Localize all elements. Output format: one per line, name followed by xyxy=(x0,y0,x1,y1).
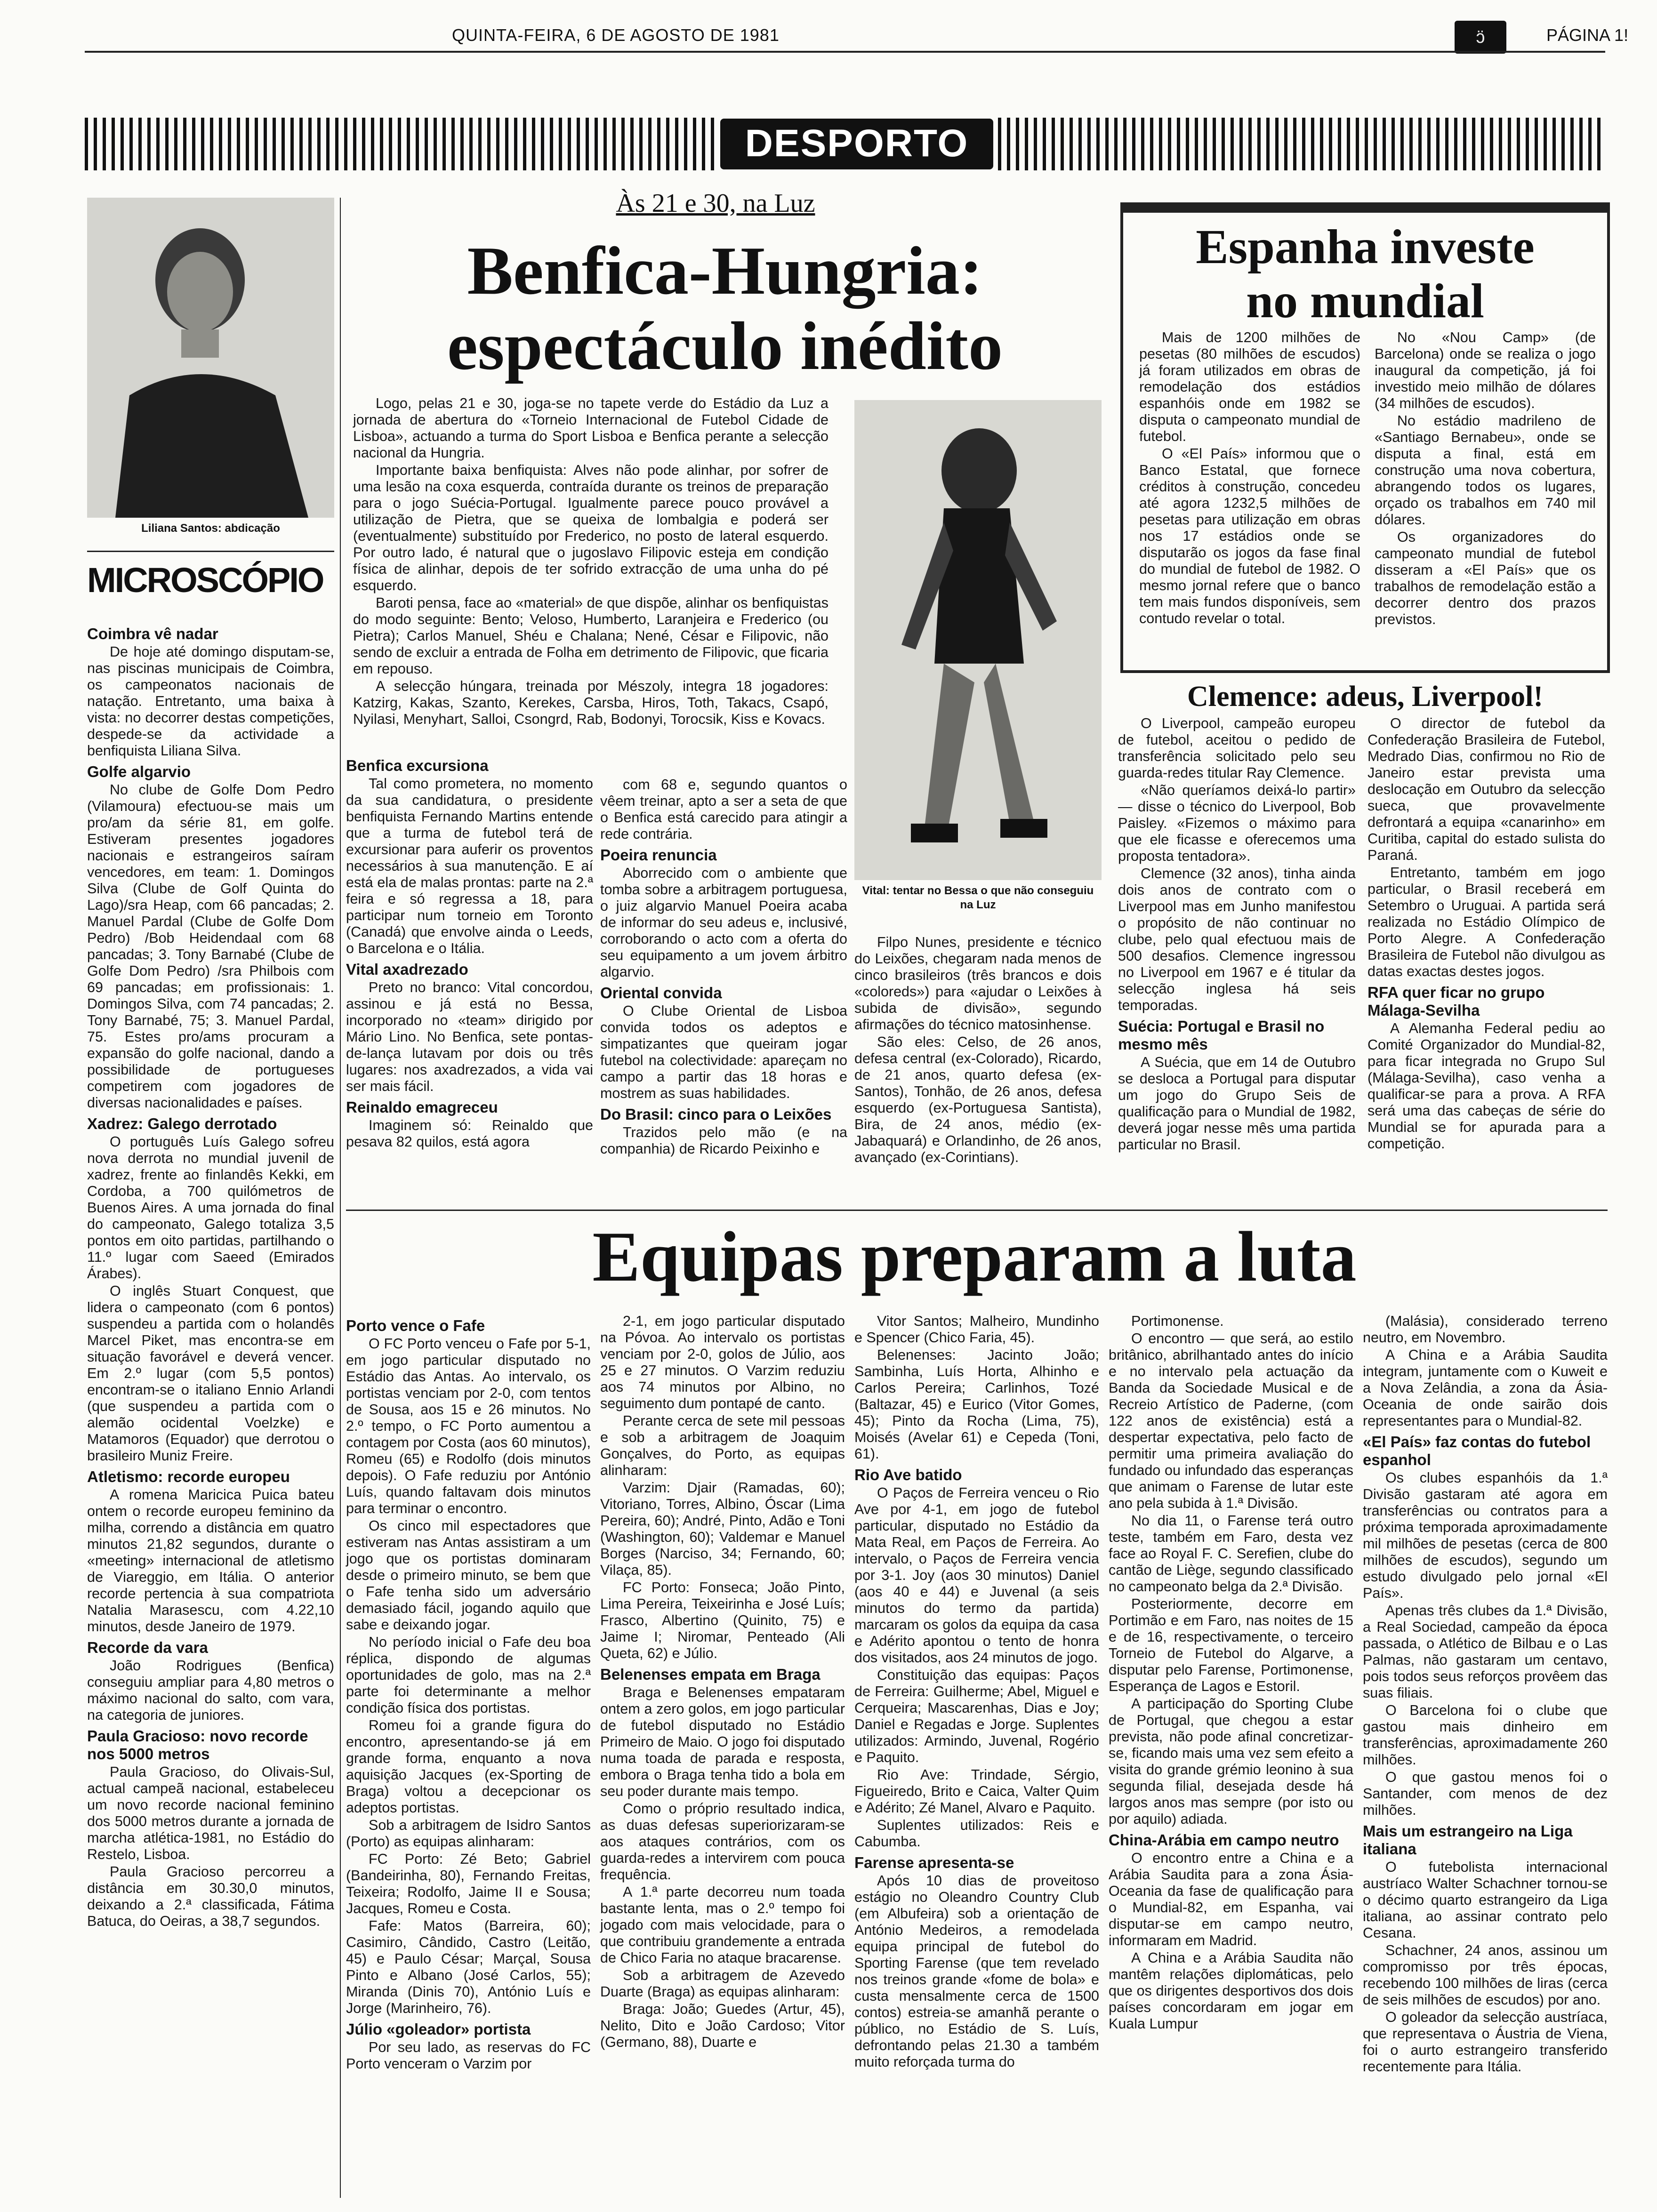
subheading: Vital axadrezado xyxy=(346,961,468,978)
paragraph: A Suécia, que em 14 de Outubro se desloca a Portugal para disputar um jogo do Grupo Seis de qualificação para o Mundial de 1982, deverá jogar nesse mês uma partida particular no Brasil. xyxy=(1118,1054,1356,1153)
subheading: Júlio «goleador» portista xyxy=(346,2020,531,2038)
paragraph: Por seu lado, as reservas do FC Porto venceram o Varzim por xyxy=(346,2039,591,2072)
paragraph: Filpo Nunes, presidente e técnico do Leixões, chegaram nada menos de cinco brasileiros (três brancos e dois «coloreds») para «ajudar o Leixões à subida de divisão», segundo afirmações do técnico matosinhense. xyxy=(854,934,1102,1033)
subheading: China-Arábia em campo neutro xyxy=(1109,1831,1339,1849)
paragraph: Rio Ave: Trindade, Sérgio, Figueiredo, Brito e Caica, Valter Quim e Adérito; Zé Manel, Alvaro e Paquito. xyxy=(854,1767,1099,1816)
espanha-headline-2: no mundial xyxy=(1246,274,1484,328)
subheading: «El País» faz contas do futebol espanhol xyxy=(1363,1433,1591,1468)
section-title: DESPORTO xyxy=(745,122,969,165)
clemence-col-2 xyxy=(1367,715,1605,1153)
paragraph: Logo, pelas 21 e 30, joga-se no tapete verde do Estádio da Luz a jornada de abertura do «Torneio Internacional de Futebol Cidade de Lisboa», actuando a turma do Sport Lisboa e Benfica perante a selecção nacional da Hungria. xyxy=(353,395,828,461)
paragraph: O FC Porto venceu o Fafe por 5-1, em jogo particular disputado no Estádio das Antas. Ao intervalo, os portistas venciam por 2-0, com tentos de Sousa, aos 15 e 26 minutos. No 2.º tempo, o FC Porto aumentou a contagem por Costa (aos 60 minutos), Romeu (65) e Rodolfo (dois minutos depois). O Fafe reduziu por António Luís, quando faltavam dois minutos para terminar o encontro. xyxy=(346,1336,591,1516)
paragraph: Braga e Belenenses empataram ontem a zero golos, em jogo particular de futebol disputado no Estádio Primeiro de Maio. O jogo foi disputado numa toada de parada e resposta, embora o Braga tenha tido a bola em seu poder durante mais tempo. xyxy=(600,1684,845,1799)
paragraph: A China e a Arábia Saudita integram, juntamente com o Kuweit e a Nova Zelândia, a zona da Ásia-Oceania de onde sairão dois representantes para o Mundial-82. xyxy=(1363,1347,1608,1429)
equipas-col-2 xyxy=(600,1313,845,2052)
subheading: Do Brasil: cinco para o Leixões xyxy=(600,1106,832,1123)
equipas-col-1 xyxy=(346,1313,591,2073)
paragraph: O Liverpool, campeão europeu de futebol, aceitou o pedido de transferência solicitado pelo seu guarda-redes titular Ray Clemence. xyxy=(1118,715,1356,781)
paragraph: Os cinco mil espectadores que estiveram nas Antas assistiram a um jogo que os portistas dominaram desde o primeiro minuto, se bem que o Fafe tenha sido um adversário demasiado fácil, jogando aquilo que sabe e deixando jogar. xyxy=(346,1518,591,1633)
paragraph: O director de futebol da Confederação Brasileira de Futebol, Medrado Dias, confirmou no Rio de Janeiro estar prevista uma deslocação em Outubro da selecção sueca, que provavelmente defrontará a equipa «canarinho» em Curitiba, capital do estado sulista do Paraná. xyxy=(1367,715,1605,863)
subheading: Oriental convida xyxy=(600,984,722,1002)
paragraph: De hoje até domingo disputam-se, nas piscinas municipais de Coimbra, os campeonatos nacionais de natação. Entretanto, uma baixa à vista: no decorrer destas competições, despede-se da actividade a benfiquista Liliana Silva. xyxy=(87,644,334,759)
paragraph: FC Porto: Zé Beto; Gabriel (Bandeirinha, 80), Fernando Freitas, Teixeira; Rodolfo, Jaime II e Sousa; Jacques, Romeu e Costa. xyxy=(346,1851,591,1916)
espanha-col-2 xyxy=(1375,329,1596,629)
subheading: Recorde da vara xyxy=(87,1639,208,1656)
paragraph: O Paços de Ferreira venceu o Rio Ave por 4-1, em jogo de futebol particular, disputado no Estádio da Mata Real, em Paços de Ferreira. Ao intervalo, o Paços de Ferreira vencia por 3-1. Joy (aos 30 minutos) Daniel (aos 40 e 44) e Juvenal (a seis minutos do termo da partida) marcaram os golos da equipa da casa e Adérito apontou o tento de honra dos visitados, aos 24 minutos de jogo. xyxy=(854,1485,1099,1666)
microscopio-rule xyxy=(87,551,334,552)
paragraph: Tal como prometera, no momento da sua candidatura, o presidente benfiquista Fernando Martins entende que a turma de futebol terá de excursionar para auferir os proventos necessários à sua manutenção. E aí está ela de malas prontas: parte na 2.ª feira e só regressa a 18, para participar num torneio em Toronto (Canadá) que envolve ainda o Leeds, o Barcelona e o Itália. xyxy=(346,776,593,956)
paragraph: Os organizadores do campeonato mundial de futebol disseram a «El País» que os trabalhos de remodelação estão a decorrer dentro dos prazos previstos. xyxy=(1375,529,1596,627)
header-date: QUINTA-FEIRA, 6 DE AGOSTO DE 1981 xyxy=(452,25,780,45)
microscopio-title: MICROSCÓPIO xyxy=(87,561,323,600)
page-number-badge: ɔ̈ xyxy=(1455,21,1506,54)
paragraph: Aborrecido com o ambiente que tomba sobre a arbitragem portuguesa, o juiz algarvio Manuel Poeira acaba de informar do seu adeus e, inclusivé, corroborando o acto com a oferta do seu equipamento a um jovem árbitro algarvio. xyxy=(600,865,847,980)
benfica-col-2 xyxy=(600,777,847,1158)
paragraph: Preto no branco: Vital concordou, assinou e já está no Bessa, incorporado no «team» dirigido por Mário Lino. No Benfica, sete pontas-de-lança lutavam por dois ou três lugares: nos axadrezados, a vida vai ser mais fácil. xyxy=(346,979,593,1094)
paragraph: Schachner, 24 anos, assinou um compromisso por três épocas, recebendo 100 milhões de liras (cerca de seis milhões de escudos) por ano. xyxy=(1363,1942,1608,2008)
paragraph: Como o próprio resultado indica, as duas defesas superiorizaram-se aos ataques contrários, com os guarda-redes a intervirem com pouca frequência. xyxy=(600,1801,845,1883)
subheading: Suécia: Portugal e Brasil no mesmo mês xyxy=(1118,1018,1325,1053)
paragraph: A 1.ª parte decorreu num toada bastante lenta, mas o 2.º tempo foi jogado com mais velocidade, para o que contribuiu grandemente a entrada de Chico Faria no ataque bracarense. xyxy=(600,1884,845,1966)
paragraph: Belenenses: Jacinto João; Sambinha, Luís Horta, Alhinho e Carlos Pereira; Carlinhos, Tozé (Baltazar, 45) e Eurico (Vitor Gomes, 45); Pinto da Rocha (Lima, 75), Moisés (Avelar 61) e Cepeda (Toni, 61). xyxy=(854,1347,1099,1462)
paragraph: Vitor Santos; Malheiro, Mundinho e Spencer (Chico Faria, 45). xyxy=(854,1313,1099,1346)
paragraph: Fafe: Matos (Barreira, 60); Casimiro, Cândido, Castro (Leitão, 45) e Paulo César; Marçal, Sousa Pinto e Albano (José Carlos, 55); Miranda (Dinis 70), António Luís e Jorge (Marinheiro, 76). xyxy=(346,1918,591,2016)
paragraph: Entretanto, também em jogo particular, o Brasil receberá em Setembro o Uruguai. A partida será realizada no Estádio Olímpico de Porto Alegre. A Confederação Brasileira de Futebol não divulgou as datas exactas destes jogos. xyxy=(1367,865,1605,979)
paragraph: Sob a arbitragem de Isidro Santos (Porto) as equipas alinharam: xyxy=(346,1817,591,1850)
paragraph: O Clube Oriental de Lisboa convida todos os adeptos e simpatizantes que queiram jogar futebol na colectividade: apareçam no campo a partir das 18 horas e mostrem as suas habilidades. xyxy=(600,1003,847,1101)
paragraph: O português Luís Galego sofreu nova derrota no mundial juvenil de xadrez, frente ao finlandês Kekki, em Cordoba, a 700 quilómetros de Buenos Aires. A uma jornada do final do campeonato, Galego totaliza 3,5 pontos em oito partidas, partilhando o 11.º lugar com Saeed (Emirados Árabes). xyxy=(87,1134,334,1282)
paragraph: Suplentes utilizados: Reis e Cabumba. xyxy=(854,1817,1099,1850)
paragraph: Clemence (32 anos), tinha ainda dois anos de contrato com o Liverpool mas em Junho manifestou o propósito de não continuar no clube, pelo qual efectuou mais de 500 desafios. Clemence ingressou no Liverpool em 1967 e é titular da selecção inglesa há seis temporadas. xyxy=(1118,866,1356,1013)
subheading: Benfica excursiona xyxy=(346,757,489,774)
paragraph: Perante cerca de sete mil pessoas e sob a arbitragem de Joaquim Gonçalves, do Porto, as equipas alinharam: xyxy=(600,1413,845,1478)
mid-rule xyxy=(346,1210,1608,1211)
subheading: Reinaldo emagreceu xyxy=(346,1098,498,1116)
paragraph: Importante baixa benfiquista: Alves não pode alinhar, por sofrer de uma lesão na coxa esquerda, contraída durante os treinos de preparação para o jogo Suécia-Portugal. Igualmente parece pouco provável a utilização de Pietra, que se queixa de lombalgia e poderá ser (eventualmente) substituído por Frederico, no posto de lateral esquerdo. Por outro lado, é natural que o jugoslavo Filipovic esteja em condição física de alinhar, depois de ter sofrido extracção de uma unha do pé esquerdo. xyxy=(353,462,828,593)
subheading: Mais um estrangeiro na Liga italiana xyxy=(1363,1822,1573,1858)
paragraph: 2-1, em jogo particular disputado na Póvoa. Ao intervalo os portistas venciam por 2-0, golos de Júlio, aos 25 e 27 minutos. O Varzim reduziu aos 74 minutos por Albino, no seguimento dum pontapé de canto. xyxy=(600,1313,845,1411)
paragraph: Paula Gracioso, do Olivais-Sul, actual campeã nacional, estabeleceu um novo recorde nacional feminino dos 5000 metros durante a jornada de marcha atlética-1981, no Estádio do Restelo, Lisboa. xyxy=(87,1764,334,1862)
paragraph: Sob a arbitragem de Azevedo Duarte (Braga) as equipas alinharam: xyxy=(600,1967,845,2000)
paragraph: O inglês Stuart Conquest, que lidera o campeonato (com 6 pontos) suspendeu a partida com o holandês Marcel Piket, mas encontra-se em situação favorável e deverá vencer. Em 2.º lugar (com 5,5 pontos) encontram-se o italiano Ennio Arlandi (que suspendeu a partida com o alemão ocidental Voelzke) e Matamoros (Equador) que derrotou o brasileiro Muniz Freire. xyxy=(87,1283,334,1464)
subheading: Rio Ave batido xyxy=(854,1466,962,1483)
clemence-col-1 xyxy=(1118,715,1356,1154)
paragraph: A Alemanha Federal pediu ao Comité Organizador do Mundial-82, para ficar integrada no Grupo Sul (Málaga-Sevilha), caso venha a qualificar-se para a prova. A RFA será uma das cabeças de série do Mundial se for apurada para a competição. xyxy=(1367,1020,1605,1152)
subheading: Atletismo: recorde europeu xyxy=(87,1468,290,1485)
paragraph: Romeu foi a grande figura do encontro, apresentando-se já em grande forma, enquanto a nova aquisição Jacques (ex-Sporting de Braga) voltou a decepcionar os adeptos portistas. xyxy=(346,1717,591,1816)
benfica-headline-1: Benfica-Hungria: xyxy=(467,232,983,309)
benfica-lead xyxy=(353,395,828,729)
benfica-col-3 xyxy=(854,934,1102,1167)
paragraph: Portimonense. xyxy=(1131,1313,1224,1329)
espanha-col-1 xyxy=(1139,329,1360,628)
benfica-headline-2: espectáculo inédito xyxy=(447,308,1003,384)
equipas-col-4 xyxy=(1109,1313,1353,2033)
paragraph: Após 10 dias de proveitoso estágio no Oleandro Country Club (em Albufeira) sob a orientação de António Medeiros, a remodelada equipa principal de futebol do Sporting Farense (que tem revelado nos treinos grande «fome de bola» e custa mensalmente cerca de 1500 contos) estreia-se amanhã perante o público, no Estádio de S. Luís, defrontando pelas 21.30 a também muito reforçada turma do xyxy=(854,1873,1099,2070)
subheading: Porto vence o Fafe xyxy=(346,1317,485,1334)
equipas-col-3 xyxy=(854,1313,1099,2071)
espanha-headline-1: Espanha investe xyxy=(1196,220,1535,274)
paragraph: No «Nou Camp» (de Barcelona) onde se realiza o jogo inaugural da competição, já foi investido meio milhão de dólares (34 milhões de escudos). xyxy=(1375,329,1596,411)
paragraph: O encontro entre a China e a Arábia Saudita para a zona Ásia-Oceania da fase de qualificação para o Mundial-82, em Espanha, vai disputar-se em campo neutro, informaram em Madrid. xyxy=(1109,1850,1353,1948)
paragraph: O Barcelona foi o clube que gastou mais dinheiro em transferências, aproximadamente 260 milhões. xyxy=(1363,1702,1608,1768)
paragraph: FC Porto: Fonseca; João Pinto, Lima Pereira, Teixeirinha e José Luís; Frasco, Albertino (Quinito, 75) e Jaime I; Niromar, Penteado (Ali Queta, 62) e Júlio. xyxy=(600,1579,845,1661)
paragraph: O encontro — que será, ao estilo britânico, abrilhantado antes do início e no intervalo pela actuação da Banda da Sociedade Musical e de Recreio Artístico de Paderne, (com 122 anos de existência) está a despertar expectativa, pelo facto de permitir uma primeira avaliação do fundado ou infundado das esperanças que animam o Farense de lutar este ano pela subida à 1.ª Divisão. xyxy=(1109,1330,1353,1511)
equipas-headline: Equipas preparam a luta xyxy=(592,1217,1357,1296)
paragraph: O que gastou menos foi o Santander, com menos de dez milhões. xyxy=(1363,1769,1608,1818)
subheading: Poeira renuncia xyxy=(600,846,717,864)
paragraph: Apenas três clubes da 1.ª Divisão, a Real Sociedad, campeão da época passada, o Atlético de Bilbau e o Las Palmas, não gastaram um centavo, pois todos seus reforços provêem das suas filiais. xyxy=(1363,1603,1608,1701)
paragraph: Trazidos pelo mão (e na companhia) de Ricardo Peixinho e xyxy=(600,1124,847,1157)
paragraph: O goleador da selecção austríaca, que representava o Áustria de Viena, foi o aurto estrangeiro transferido recentemente para Itália. xyxy=(1363,2009,1608,2075)
paragraph: Baroti pensa, face ao «material» de que dispõe, alinhar os benfiquistas do modo seguinte: Bento; Veloso, Humberto, Laranjeira e Frederico (ou Pietra); Carlos Manuel, Shéu e Chalana; Nené, César e Filipovic, não sendo de excluir a entrada de Folha em detrimento de Filipovic, que ficaria em repouso. xyxy=(353,595,828,677)
paragraph: O «El País» informou que o Banco Estatal, que fornece créditos à construção, concedeu até agora 1232,5 milhões de pesetas para utilização em obras nos 17 estádios onde se disputarão os jogos da fase final do mundial de futebol de 1982. O mesmo jornal refere que o banco tem mais fundos disponíveis, sem contudo revelar o total. xyxy=(1139,446,1360,626)
equipas-col-5 xyxy=(1363,1313,1608,2076)
subheading: Farense apresenta-se xyxy=(854,1854,1014,1871)
benfica-col-1 xyxy=(346,753,593,1151)
paragraph: No clube de Golfe Dom Pedro (Vilamoura) efectuou-se mais um pro/am da série 81, em golfe. Estiveram presentes jogadores nacionais e estrangeiros saíram vencedores, em team: 1. Domingos Silva (Clube de Golf Quinta do Lago)/sra Heap, com 66 pancadas; 2. Manuel Pardal (Clube de Golfe Dom Pedro) /Bob Heidendaal com 68 pancadas; 3. Tony Barnabé (Clube de Golfe Dom Pedro) /sra Philbois com 69 pancadas; em profissionais: 1. Domingos Silva, com 74 pancadas; 2. Tony Barnabé, 75; 3. Manuel Pardal, 75. Estes pro/ams procuram a expansão do golfe nacional, dando a possibilidade de portugueses competirem com jogadores de diversas nacionalidades e países. xyxy=(87,782,334,1111)
column-rule-left xyxy=(340,198,341,2198)
subheading: Coimbra vê nadar xyxy=(87,625,218,642)
paragraph: Constituição das equipas: Paços de Ferreira: Guilherme; Abel, Miguel e Cerqueira; Mascarenhas, Dias e Joy; Daniel e Regadas e Jorge. Suplentes utilizados: Armindo, Juvenal, Rogério e Paquito. xyxy=(854,1667,1099,1765)
paragraph: «Não queríamos deixá-lo partir» — disse o técnico do Liverpool, Bob Paisley. «Fizemos o máximo para que ele ficasse e oferecemos uma proposta tentadora». xyxy=(1118,782,1356,864)
subheading: Paula Gracioso: novo recorde nos 5000 metros xyxy=(87,1727,308,1763)
paragraph: A participação do Sporting Clube de Portugal, que chegou a estar prevista, não pode afinal concretizar-se, ficando mais uma vez sem efeito a visita do grande grémio leonino à sua segunda filial, desejada desde há largos anos mas sempre (por isto ou por aquilo) adiada. xyxy=(1109,1696,1353,1827)
subheading: Belenenses empata em Braga xyxy=(600,1666,820,1683)
paragraph: Paula Gracioso percorreu a distância em 30.30,0 minutos, deixando a 2.ª classificada, Fátima Batuca, do Oeiras, a 38,7 segundos. xyxy=(87,1864,334,1929)
paragraph: Varzim: Djair (Ramadas, 60); Vitoriano, Torres, Albino, Óscar (Lima Pereira, 60); André, Pinto, Adão e Toni (Washington, 60); Valdemar e Manuel Borges (Narciso, 34; Fernando, 60; Vilaça, 85). xyxy=(600,1480,845,1578)
paragraph: A romena Maricica Puica bateu ontem o recorde europeu feminino da milha, correndo a distância em quatro minutos 21,82 segundos, durante o «meeting» internacional de atletismo de Viareggio, em Itália. O anterior recorde pertencia à sua compatriota Natalia Marasescu, com 4.22,10 minutos, desde Janeiro de 1979. xyxy=(87,1487,334,1635)
vital-caption: Vital: tentar no Bessa o que não conseguiu na Luz xyxy=(862,884,1094,911)
paragraph: João Rodrigues (Benfica) conseguiu ampliar para 4,80 metros o máximo nacional do salto, com vara, na categoria de juniores. xyxy=(87,1658,334,1723)
paragraph: A selecção húngara, treinada por Mészoly, integra 18 jogadores: Katzirg, Kakas, Szanto, Kerekes, Carsba, Hiros, Toth, Takacs, Csapó, Nyilasi, Menyhart, Salloi, Csongrd, Rab, Bodonyi, Torocsik, Kiss e Kovacs. xyxy=(353,678,828,727)
page-label: PÁGINA 1! xyxy=(1546,25,1629,45)
liliana-caption: Liliana Santos: abdicação xyxy=(141,522,280,535)
paragraph: Imaginem só: Reinaldo que pesava 82 quilos, está agora xyxy=(346,1117,593,1150)
section-stripes-left xyxy=(85,118,716,170)
subheading: Golfe algarvio xyxy=(87,763,191,780)
clemence-headline: Clemence: adeus, Liverpool! xyxy=(1187,681,1543,713)
paragraph: com 68 e, segundo quantos o vêem treinar, apto a ser a seta de que o Benfica está carecido para atingir a rede contrária. xyxy=(600,777,847,842)
header-rule xyxy=(85,51,1605,53)
vital-photo xyxy=(854,400,1102,880)
paragraph: Posteriormente, decorre em Portimão e em Faro, nas noites de 15 e de 16, respectivamente, o terceiro Torneio de Futebol do Algarve, a disputar pelo Farense, Portimonense, Esperança de Lagos e Estoril. xyxy=(1109,1596,1353,1694)
subheading: Xadrez: Galego derrotado xyxy=(87,1115,277,1132)
paragraph: O futebolista internacional austríaco Walter Schachner tornou-se o décimo quarto estrangeiro da Liga italiana, ao assinar contrato pelo Cesana. xyxy=(1363,1859,1608,1941)
paragraph: No estádio madrileno de «Santiago Bernabeu», onde se disputa a final, está em construção uma nova cobertura, abrangendo todos os lugares, orçado os trabalhos em 740 mil dólares. xyxy=(1375,413,1596,528)
paragraph: (Malásia), considerado terreno neutro, em Novembro. xyxy=(1363,1313,1608,1346)
paragraph: A China e a Arábia Saudita não mantêm relações diplomáticas, pelo que os dirigentes desportivos dos dois países concordaram em jogar em Kuala Lumpur xyxy=(1109,1950,1353,2032)
section-stripes-right xyxy=(998,118,1605,170)
subheading: RFA quer ficar no grupo Málaga-Sevilha xyxy=(1367,984,1545,1019)
paragraph: Os clubes espanhóis da 1.ª Divisão gastaram até agora em transferências ou contratos para a próxima temporada aproximadamente mil milhões de pesetas (cerca de 800 milhões de escudos), segundo um estudo divulgado pelo jornal «El País». xyxy=(1363,1470,1608,1601)
benfica-kicker: Às 21 e 30, na Luz xyxy=(616,189,815,218)
liliana-photo xyxy=(87,198,334,518)
microscopio-column xyxy=(87,621,334,1931)
paragraph: Braga: João; Guedes (Artur, 45), Nelito, Dito e João Cardoso; Vitor (Germano, 88), Duarte e xyxy=(600,2001,845,2050)
paragraph: São eles: Celso, de 26 anos, defesa central (ex-Colorado), Ricardo, de 21 anos, quarto defesa (ex-Santos), Tonhão, de 26 anos, defesa esquerdo (ex-Portuguesa Santista), Bira, de 24 anos, médio (ex-Jabaquará) e Orlandinho, de 26 anos, avançado (ex-Corintians). xyxy=(854,1034,1102,1165)
paragraph: No dia 11, o Farense terá outro teste, também em Faro, desta vez face ao Royal F. C. Serefien, clube do cantão de Liège, segundo classificado no campeonato belga da 2.ª Divisão. xyxy=(1109,1513,1353,1595)
paragraph: No período inicial o Fafe deu boa réplica, dispondo de algumas oportunidades de golo, mas na 2.ª parte foi determinante a melhor condição física dos portistas. xyxy=(346,1634,591,1716)
paragraph: Mais de 1200 milhões de pesetas (80 milhões de escudos) já foram utilizados em obras de remodelação dos estádios espanhóis onde em 1982 se disputa o campeonato mundial de futebol. xyxy=(1139,329,1360,444)
